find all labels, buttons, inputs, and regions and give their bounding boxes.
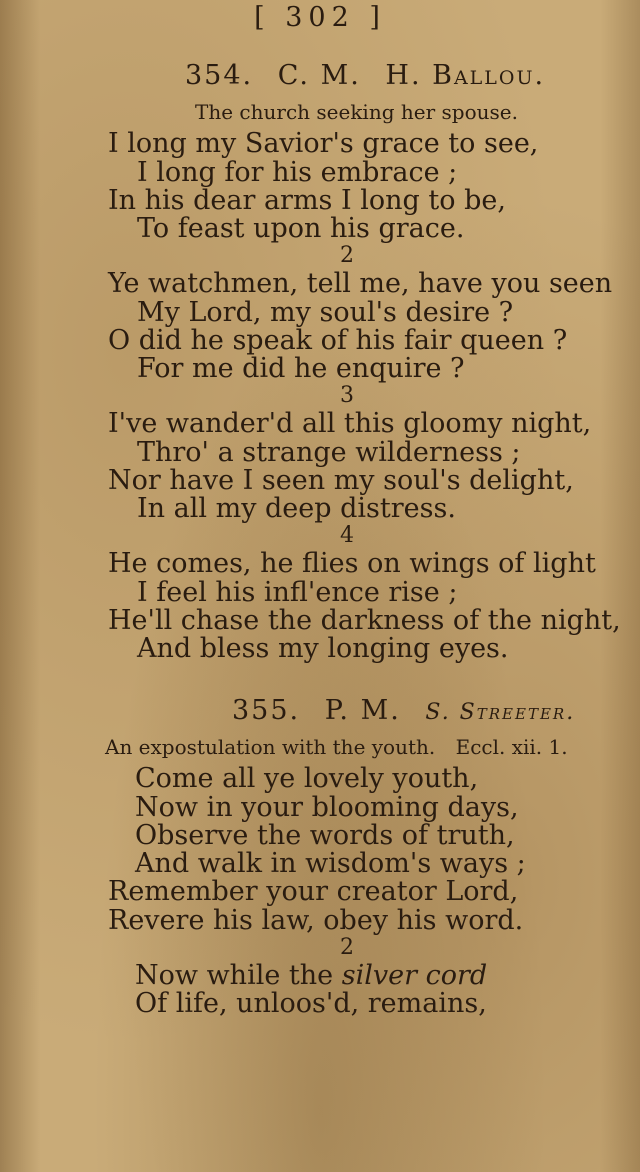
verse-line: Ye watchmen, tell me, have you seen — [108, 268, 613, 299]
verse-line: Come all ye lovely youth, — [135, 763, 479, 794]
verse-line: In all my deep distress. — [137, 493, 456, 524]
scripture-reference: Eccl. xii. 1. — [455, 735, 568, 759]
stanza-number: 4 — [340, 523, 354, 548]
verse-line: He'll chase the darkness of the night, — [108, 605, 621, 636]
subtitle-text: An expostulation with the youth. — [105, 735, 436, 759]
hymn-subtitle: The church seeking her spouse. — [195, 100, 518, 124]
verse-line: O did he speak of his fair queen ? — [108, 325, 568, 356]
verse-line — [135, 960, 487, 991]
stanza-number: 2 — [340, 243, 354, 268]
hymn-meter: C. M. — [277, 60, 361, 91]
verse-line: For me did he enquire ? — [137, 353, 465, 384]
hymn-354-header — [185, 60, 545, 91]
verse-line: In his dear arms I long to be, — [108, 185, 506, 216]
verse-line: And bless my longing eyes. — [137, 633, 509, 664]
page-number: [ 302 ] — [254, 2, 386, 33]
hymn-number: 354. — [185, 60, 254, 91]
verse-line: I long for his embrace ; — [137, 157, 458, 188]
verse-line: He comes, he flies on wings of light — [108, 548, 596, 579]
stanza-number: 3 — [340, 383, 354, 408]
verse-line: Of life, unloos'd, remains, — [135, 988, 487, 1019]
verse-line: Nor have I seen my soul's delight, — [108, 465, 574, 496]
stanza-number: 2 — [340, 935, 354, 960]
hymn-number: 355. — [232, 695, 301, 726]
verse-line: And walk in wisdom's ways ; — [135, 848, 526, 879]
verse-line: Observe the words of truth, — [135, 820, 515, 851]
verse-line: To feast upon his grace. — [137, 213, 465, 244]
verse-italic-text: silver cord — [341, 960, 488, 991]
verse-line: I've wander'd all this gloomy night, — [108, 408, 592, 439]
verse-line: I feel his infl'ence rise ; — [137, 577, 458, 608]
verse-line: Remember your creator Lord, — [108, 876, 519, 907]
hymn-355-header — [232, 695, 575, 726]
hymn-meter: P. M. — [324, 695, 401, 726]
hymn-author: S. Streeter. — [425, 700, 576, 725]
verse-line: My Lord, my soul's desire ? — [137, 297, 514, 328]
verse-line: Revere his law, obey his word. — [108, 905, 524, 936]
verse-line: Thro' a strange wilderness ; — [137, 437, 521, 468]
hymn-author: H. Ballou. — [385, 60, 546, 91]
verse-line: I long my Savior's grace to see, — [108, 128, 539, 159]
verse-text: Now while the — [135, 960, 342, 991]
verse-line: Now in your blooming days, — [135, 792, 519, 823]
hymn-subtitle — [105, 735, 568, 759]
